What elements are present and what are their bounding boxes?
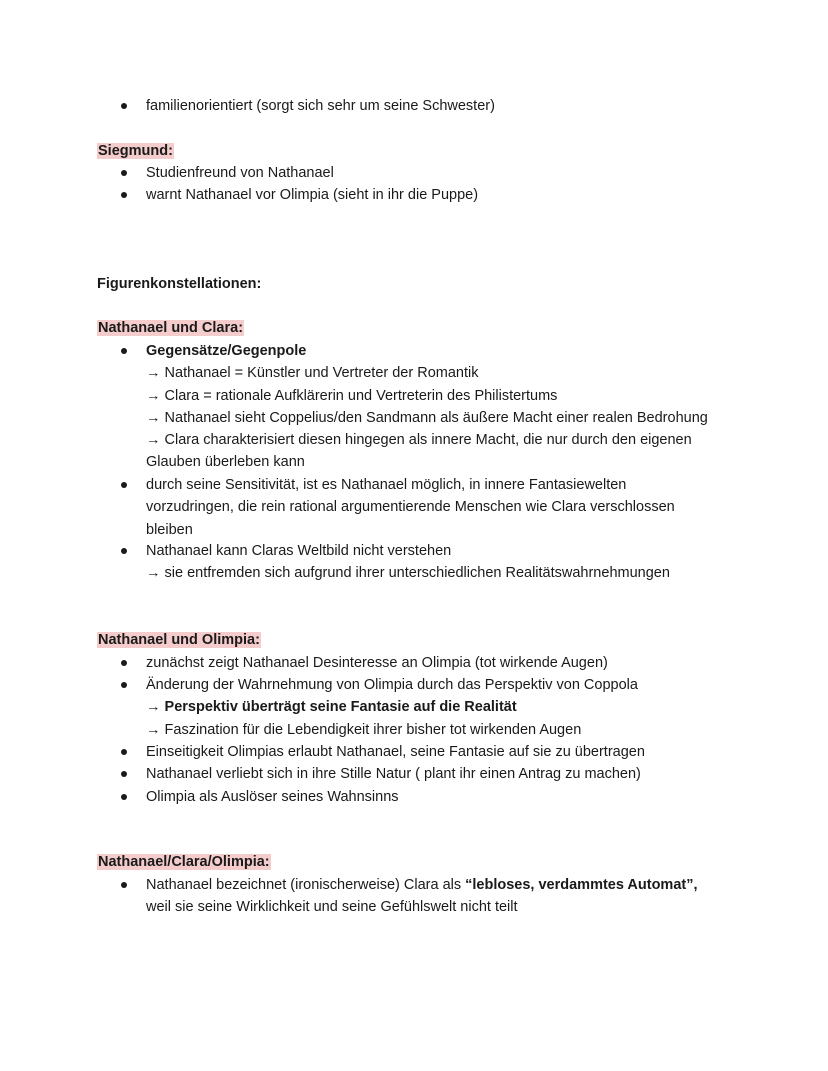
bullet-icon [121, 170, 127, 176]
bullet-icon [121, 482, 127, 488]
list-item [146, 162, 746, 184]
list-item: Änderung der Wahrnehmung von Olimpia durch das Perspektiv von Coppola → Perspektiv überträgt seine Fantasie auf die Realität → Faszination für die Lebendigkeit ihrer bisher tot wirkenden Augen [146, 674, 746, 741]
heading-nathanael-olimpia: Nathanael und Olimpia: [98, 632, 260, 648]
bullet-icon [121, 192, 127, 198]
bullet-text: familienorientiert (sorgt sich sehr um seine Schwester) [146, 98, 495, 114]
list-item: Nathanael kann Claras Weltbild nicht verstehen → sie entfremden sich aufgrund ihrer unterschiedlichen Realitätswahrnehmungen [146, 540, 746, 585]
bullet-icon [121, 794, 127, 800]
bullet-icon [121, 682, 127, 688]
bullet-icon [121, 103, 127, 109]
heading-siegmund: Siegmund: [98, 143, 173, 159]
bullet-icon [121, 348, 127, 354]
heading-nathanael-clara: Nathanael und Clara: [98, 320, 244, 336]
list-item: durch seine Sensitivität, ist es Nathanael möglich, in innere Fantasiewelten vorzudringen, die rein rational argumentierende Menschen wie Clara verschlossen bleiben [146, 474, 746, 541]
list-item: Einseitigkeit Olimpias erlaubt Nathanael, seine Fantasie auf sie zu übertragen [146, 741, 746, 763]
heading-trio: Nathanael/Clara/Olimpia: [98, 854, 270, 870]
bullet-icon [121, 749, 127, 755]
bullet-text: warnt Nathanael vor Olimpia (sieht in ihr die Puppe) [146, 187, 479, 203]
bullet-icon [121, 771, 127, 777]
list-item [146, 184, 746, 206]
bullet-icon [121, 548, 127, 554]
bullet-text: Studienfreund von Nathanael [146, 165, 334, 181]
list-item [146, 95, 746, 117]
bullet-icon [121, 660, 127, 666]
list-item: Gegensätze/Gegenpole → Nathanael = Künstler und Vertreter der Romantik → Clara = rationale Aufklärerin und Vertreterin des Philistertums → Nathanael sieht Coppelius/den Sandmann als äußere Macht einer realen Bedrohung → Clara charakterisiert diesen hingegen als innere Macht, die nur durch den eigenen Glauben überleben kann [146, 340, 746, 474]
section-title: Figurenkonstellationen: [97, 276, 262, 292]
bullet-icon [121, 882, 127, 888]
list-item: zunächst zeigt Nathanael Desinteresse an Olimpia (tot wirkende Augen) [146, 652, 746, 674]
list-item: Nathanael bezeichnet (ironischerweise) Clara als “lebloses, verdammtes Automat”, weil sie seine Wirklichkeit und seine Gefühlswelt nicht teilt [146, 874, 746, 919]
list-item: Nathanael verliebt sich in ihre Stille Natur ( plant ihr einen Antrag zu machen) [146, 763, 746, 785]
list-item: Olimpia als Auslöser seines Wahnsinns [146, 786, 746, 808]
